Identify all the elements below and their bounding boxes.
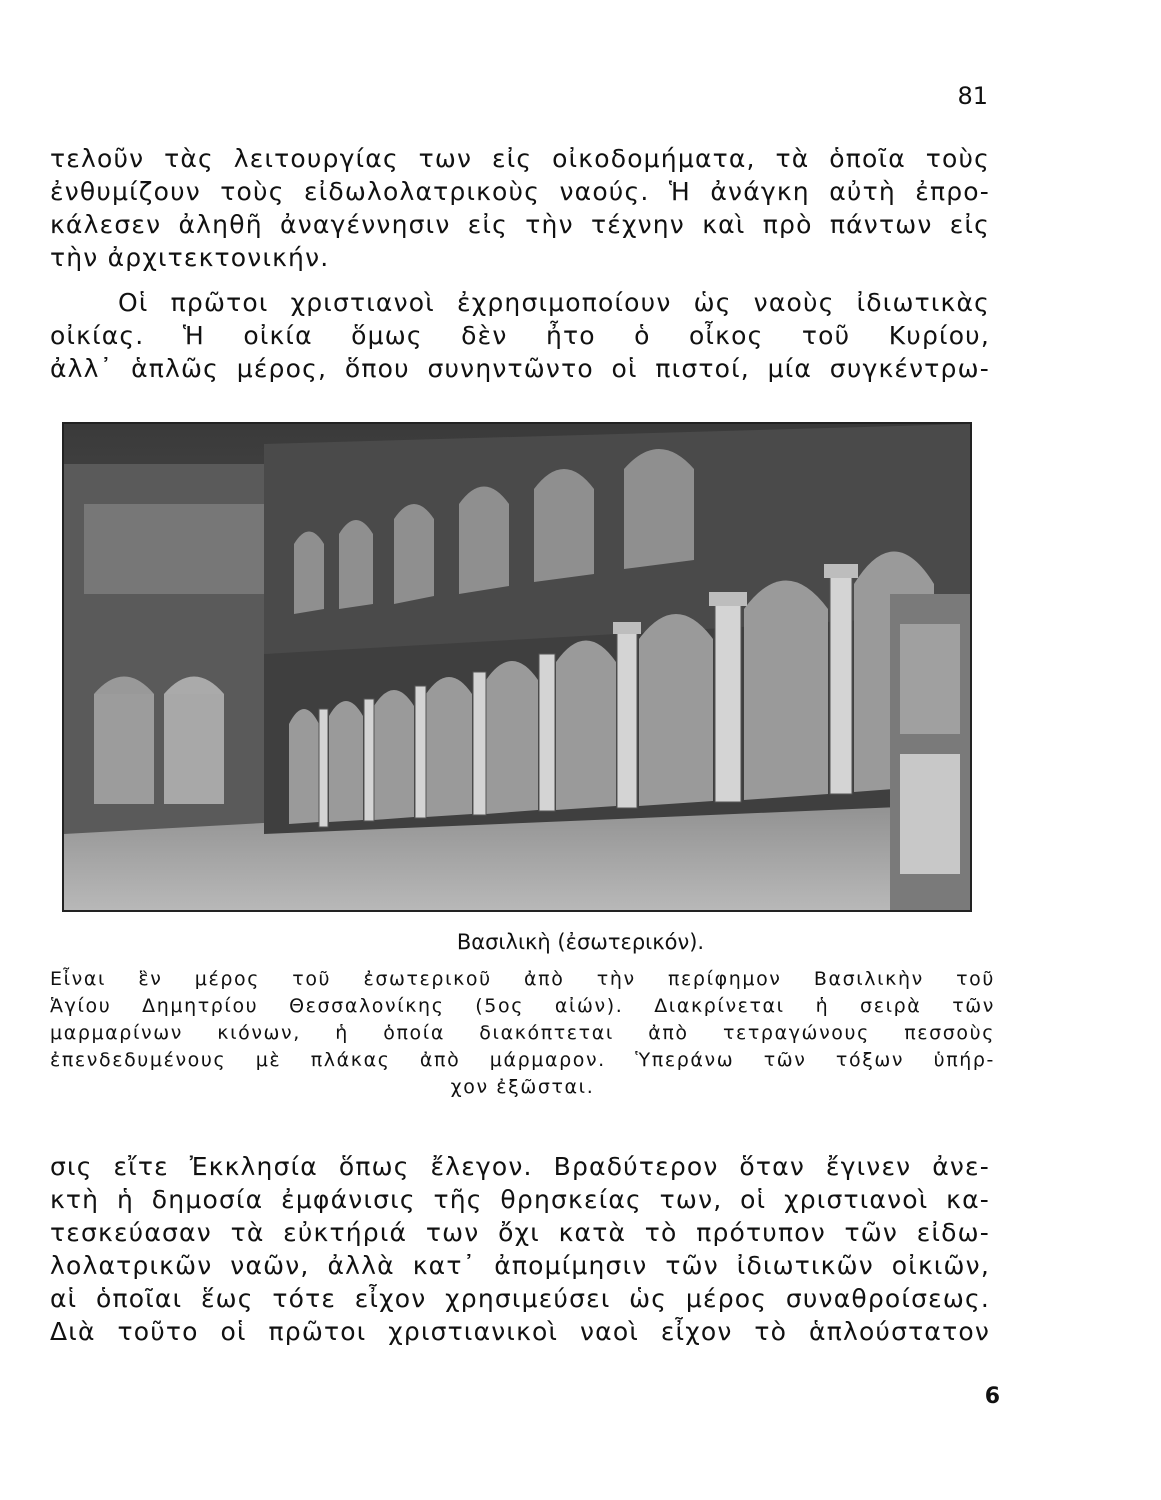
caption-line: Εἶναι ἓν μέρος τοῦ ἐσωτερικοῦ ἀπὸ τὴν περίφημον Βασιλικὴν τοῦ [50, 968, 995, 990]
text-line: σις εἴτε Ἐκκλησία ὅπως ἔλεγον. Βραδύτερον ὅταν ἔγινεν ἀνε- [50, 1152, 990, 1181]
caption-line: χον ἐξῶσται. [450, 1076, 595, 1098]
caption-line: μαρμαρίνων κιόνων, ἡ ὁποία διακόπτεται ἀπὸ τετραγώνους πεσσοὺς [50, 1022, 995, 1044]
caption-line: Ἁγίου Δημητρίου Θεσσαλονίκης (5ος αἰών). Διακρίνεται ἡ σειρὰ τῶν [50, 995, 995, 1017]
caption-title: Βασιλικὴ (ἐσωτερικόν). [456, 930, 705, 954]
text-line: τὴν ἀρχιτεκτονικήν. [50, 243, 330, 272]
text-line: Οἱ πρῶτοι χριστιανοὶ ἐχρησιμοποίουν ὡς ναοὺς ἰδιωτικὰς [118, 288, 990, 317]
paragraph-3 [50, 1150, 990, 1348]
caption-body [50, 966, 995, 1101]
text-line: ἐνθυμίζουν τοὺς εἰδωλολατρικοὺς ναούς. Ἡ ἀνάγκη αὐτὴ ἐπρο- [50, 177, 990, 206]
text-line: Διὰ τοῦτο οἱ πρῶτοι χριστιανικοὶ ναοὶ εἶχον τὸ ἁπλούστατον [50, 1317, 990, 1346]
page-number: 81 [957, 82, 988, 110]
text-line: τελοῦν τὰς λειτουργίας των εἰς οἰκοδομήματα, τὰ ὁποῖα τοὺς [50, 144, 990, 173]
text-line: αἱ ὁποῖαι ἕως τότε εἶχον χρησιμεύσει ὡς μέρος συναθροίσεως. [50, 1284, 990, 1313]
text-line: τεσκεύασαν τὰ εὐκτήριά των ὄχι κατὰ τὸ πρότυπον τῶν εἰδω- [50, 1218, 990, 1247]
paragraph-1 [50, 142, 990, 274]
text-line: λολατρικῶν ναῶν, ἀλλὰ κατ᾽ ἀπομίμησιν τῶν ἰδιωτικῶν οἰκιῶν, [50, 1251, 990, 1280]
signature-mark: 6 [984, 1384, 1000, 1409]
text-line: κάλεσεν ἀληθῆ ἀναγέννησιν εἰς τὴν τέχνην καὶ πρὸ πάντων εἰς [50, 210, 990, 239]
text-line: οἰκίας. Ἡ οἰκία ὅμως δὲν ἦτο ὁ οἶκος τοῦ Κυρίου, [50, 321, 990, 350]
text-line: ἀλλ᾽ ἁπλῶς μέρος, ὅπου συνηντῶντο οἱ πιστοί, μία συγκέντρω- [50, 354, 990, 383]
paragraph-2 [50, 286, 990, 385]
basilica-interior-photo [62, 422, 972, 912]
caption-line: ἐπενδεδυμένους μὲ πλάκας ἀπὸ μάρμαρον. Ὑπεράνω τῶν τόξων ὑπήρ- [50, 1049, 995, 1071]
text-line: κτὴ ἡ δημοσία ἐμφάνισις τῆς θρησκείας των, οἱ χριστιανοὶ κα- [50, 1185, 990, 1214]
basilica-photo-illustration [64, 424, 970, 910]
